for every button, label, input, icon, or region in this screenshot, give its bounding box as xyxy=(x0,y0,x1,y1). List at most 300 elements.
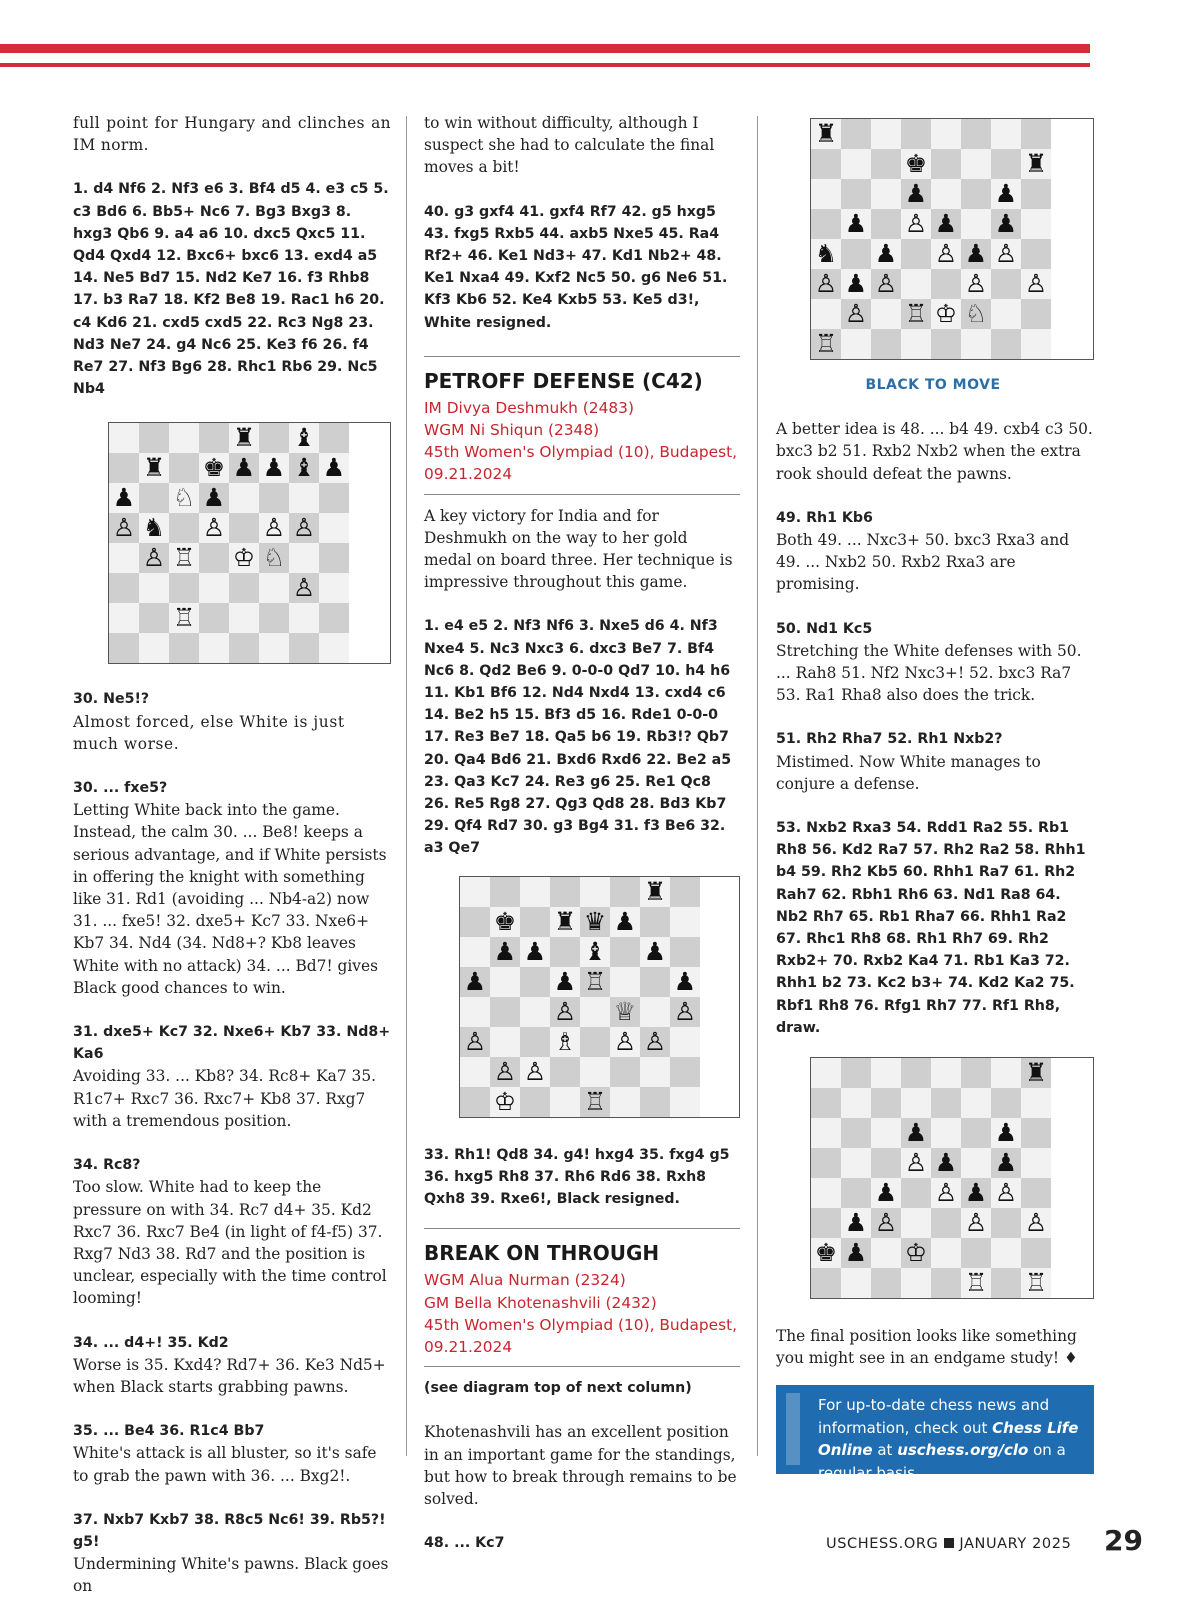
comment-49: Both 49. ... Nxc3+ 50. bxc3 Rxa3 and 49. ... Nxb2 50. Rxb2 Rxa3 are promising. xyxy=(776,531,1070,594)
board-square xyxy=(520,967,550,997)
board-square xyxy=(931,1238,961,1268)
section-divider xyxy=(424,1228,740,1229)
game2-event: 45th Women's Olympiad (10), Budapest, 09.21.2024 xyxy=(424,443,738,484)
board-square xyxy=(1021,299,1051,329)
black-rook-icon: ♜ xyxy=(811,119,841,149)
board-square xyxy=(841,1058,871,1088)
comment-51: Mistimed. Now White manages to conjure a defense. xyxy=(776,752,1041,793)
section-divider xyxy=(424,494,740,495)
black-pawn-icon: ♟ xyxy=(991,1118,1021,1148)
black-pawn-icon: ♟ xyxy=(841,1238,871,1268)
board-square xyxy=(901,269,931,299)
board-square xyxy=(991,119,1021,149)
board-square xyxy=(931,1118,961,1148)
black-pawn-icon: ♟ xyxy=(199,483,229,513)
column-divider-2 xyxy=(757,116,758,1456)
white-rook-icon: ♖ xyxy=(169,603,199,633)
board-square xyxy=(1021,119,1051,149)
board-square xyxy=(490,967,520,997)
board-square xyxy=(139,573,169,603)
board-square xyxy=(1021,329,1051,359)
game3-title: BREAK ON THROUGH xyxy=(424,1241,660,1266)
game3-intro: Khotenashvili has an excellent position in an important game for the standings, but how to break through remains to be solved. xyxy=(424,1423,737,1508)
black-pawn-icon: ♟ xyxy=(961,1178,991,1208)
white-rook-icon: ♖ xyxy=(961,1268,991,1298)
white-pawn-icon: ♙ xyxy=(1021,1208,1051,1238)
move-50: 50. Nd1 Kc5 xyxy=(776,620,873,637)
board-square xyxy=(961,1148,991,1178)
black-pawn-icon: ♟ xyxy=(550,967,580,997)
column-divider-1 xyxy=(406,116,407,1456)
section-divider xyxy=(424,356,740,357)
board-square xyxy=(1021,209,1051,239)
board-square xyxy=(670,1057,700,1087)
white-pawn-icon: ♙ xyxy=(199,513,229,543)
board-square xyxy=(520,877,550,907)
board-square xyxy=(139,483,169,513)
section-divider xyxy=(424,1366,740,1367)
board-square xyxy=(109,573,139,603)
board-square xyxy=(610,1057,640,1087)
board-square xyxy=(871,1118,901,1148)
comment-37: Undermining White's pawns. Black goes on xyxy=(73,1555,389,1596)
black-bishop-icon: ♝ xyxy=(289,453,319,483)
board-square xyxy=(139,633,169,663)
black-rook-icon: ♜ xyxy=(550,907,580,937)
board-square xyxy=(109,543,139,573)
board-square xyxy=(580,1057,610,1087)
board-square xyxy=(991,1208,1021,1238)
game3-see-diagram: (see diagram top of next column) xyxy=(424,1380,692,1397)
chess-diagram-4 xyxy=(810,1057,1094,1299)
comment-35: White's attack is all bluster, so it's safe to grab the pawn with 36. ... Bxg2!. xyxy=(73,1444,377,1485)
board-square xyxy=(991,149,1021,179)
board-square xyxy=(901,1208,931,1238)
move-35: 35. ... Be4 36. R1c4 Bb7 xyxy=(73,1423,265,1440)
board-square xyxy=(610,967,640,997)
promo-accent-bar xyxy=(786,1393,800,1465)
black-knight-icon: ♞ xyxy=(811,239,841,269)
comment-31: Avoiding 33. ... Kb8? 34. Rc8+ Ka7 35. R1c7+ Rxc7 36. Rxc7+ Kb8 37. Rxg7 with a tremendous position. xyxy=(73,1067,377,1130)
black-king-icon: ♚ xyxy=(901,149,931,179)
column-1 xyxy=(73,112,391,1620)
footer-square-icon xyxy=(944,1538,954,1548)
white-pawn-icon: ♙ xyxy=(550,997,580,1027)
board-square xyxy=(670,937,700,967)
board-square xyxy=(259,483,289,513)
column-3 xyxy=(776,118,1094,1482)
board-square xyxy=(319,573,349,603)
white-king-icon: ♔ xyxy=(490,1087,520,1117)
black-knight-icon: ♞ xyxy=(139,513,169,543)
white-pawn-icon: ♙ xyxy=(991,1178,1021,1208)
game3-event: 45th Women's Olympiad (10), Budapest, 09.21.2024 xyxy=(424,1315,738,1356)
board-square xyxy=(640,907,670,937)
black-pawn-icon: ♟ xyxy=(259,453,289,483)
board-square xyxy=(961,209,991,239)
board-square xyxy=(319,423,349,453)
board-square xyxy=(460,1057,490,1087)
white-rook-icon: ♖ xyxy=(811,329,841,359)
board-square xyxy=(901,1268,931,1298)
black-pawn-icon: ♟ xyxy=(931,1148,961,1178)
board-square xyxy=(931,329,961,359)
white-pawn-icon: ♙ xyxy=(1021,269,1051,299)
white-pawn-icon: ♙ xyxy=(811,269,841,299)
board-square xyxy=(871,179,901,209)
board-square xyxy=(991,299,1021,329)
board-square xyxy=(640,1087,670,1117)
game2-title: PETROFF DEFENSE (C42) xyxy=(424,368,703,393)
black-pawn-icon: ♟ xyxy=(229,453,259,483)
board-square xyxy=(961,329,991,359)
board-square xyxy=(610,877,640,907)
board-square xyxy=(199,543,229,573)
board-square xyxy=(811,1088,841,1118)
black-bishop-icon: ♝ xyxy=(580,937,610,967)
move-31: 31. dxe5+ Kc7 32. Nxe6+ Kb7 33. Nd8+ Ka6 xyxy=(73,1024,391,1063)
move-37: 37. Nxb7 Kxb7 38. R8c5 Nc6! 39. Rb5?! g5! xyxy=(73,1511,386,1550)
black-king-icon: ♚ xyxy=(199,453,229,483)
black-pawn-icon: ♟ xyxy=(961,239,991,269)
board-square xyxy=(811,1118,841,1148)
board-square xyxy=(520,1087,550,1117)
board-square xyxy=(1021,1178,1051,1208)
footer-issue: JANUARY 2025 xyxy=(959,1536,1072,1552)
board-square xyxy=(961,1088,991,1118)
promo-text-2: at xyxy=(872,1441,898,1460)
black-pawn-icon: ♟ xyxy=(670,967,700,997)
final-comment xyxy=(776,1325,1094,1369)
black-pawn-icon: ♟ xyxy=(841,269,871,299)
board-square xyxy=(871,329,901,359)
board-square xyxy=(109,633,139,663)
chess-diagram-1 xyxy=(108,422,391,664)
board-square xyxy=(991,1268,1021,1298)
black-king-icon: ♚ xyxy=(490,907,520,937)
board-square xyxy=(550,877,580,907)
black-pawn-icon: ♟ xyxy=(991,1148,1021,1178)
white-rook-icon: ♖ xyxy=(901,299,931,329)
board-square xyxy=(229,633,259,663)
game3-final-moves: 53. Nxb2 Rxa3 54. Rdd1 Ra2 55. Rb1 Rh8 56. Kd2 Ra7 57. Rh2 Ra2 58. Rhh1 b4 59. Rh2 Kb5 60. Rhh1 Ra7 61. Rh2 Rah7 62. Rbh1 Rh6 63. Nd1 Ra8 64. Nb2 Rh7 65. Rb1 Rha7 66. Rhh1 Ra2 67. Rhc1 Rh8 68. Rh1 Rh7 69. Rh2 Rxb2+ 70. Rxb2 Ka4 71. Rb1 Ka3 72. Rhh1 b2 73. Kc2 b3+ 74. Kd2 Ka2 75. Rbf1 Rh8 76. Rfg1 Rh7 77. Rf1 Rh8, draw. xyxy=(776,820,1086,1036)
board-square xyxy=(319,633,349,663)
board-square xyxy=(670,877,700,907)
board-square xyxy=(640,1057,670,1087)
board-square xyxy=(931,1088,961,1118)
board-square xyxy=(259,423,289,453)
white-king-icon: ♔ xyxy=(931,299,961,329)
comment-30: Almost forced, else White is just much worse. xyxy=(73,712,345,753)
white-pawn-icon: ♙ xyxy=(901,209,931,239)
white-pawn-icon: ♙ xyxy=(520,1057,550,1087)
game1-final-moves: 40. g3 gxf4 41. gxf4 Rf7 42. g5 hxg5 43. fxg5 Rxb5 44. axb5 Nxe5 45. Ra4 Rf2+ 46. Ke1 Nd3+ 47. Kd1 Nb2+ 48. Ke1 Nxa4 49. Kxf2 Nc5 50. g6 Ne6 51. Kf3 Kb6 52. Ke4 Kxb5 53. Ke5 d3!, White resigned. xyxy=(424,203,728,331)
black-pawn-icon: ♟ xyxy=(901,179,931,209)
board-square xyxy=(199,573,229,603)
white-rook-icon: ♖ xyxy=(580,967,610,997)
board-square xyxy=(961,179,991,209)
board-square xyxy=(901,1088,931,1118)
board-square xyxy=(199,603,229,633)
board-square xyxy=(811,299,841,329)
board-square xyxy=(319,513,349,543)
board-square xyxy=(901,329,931,359)
board-square xyxy=(580,877,610,907)
board-square xyxy=(460,997,490,1027)
board-square xyxy=(550,1057,580,1087)
board-square xyxy=(670,1027,700,1057)
board-square xyxy=(841,179,871,209)
footer-site: USCHESS.ORG xyxy=(826,1536,939,1552)
board-square xyxy=(871,1238,901,1268)
board-square xyxy=(109,453,139,483)
game3-white-player: WGM Alua Nurman (2324) xyxy=(424,1271,626,1290)
board-square xyxy=(640,997,670,1027)
move-49: 49. Rh1 Kb6 xyxy=(776,509,873,526)
comment-48: A better idea is 48. ... b4 49. cxb4 c3 50. bxc3 b2 51. Rxb2 Nxb2 when the extra rook should defeat the pawns. xyxy=(776,420,1093,483)
comment-30b: Letting White back into the game. Instead, the calm 30. ... Be8! keeps a serious advantage, and if White persists in offering the knight with something like 31. Rd1 (avoiding ... Nb4-a2) now 31. ... fxe5! 32. dxe5+ Kc7 33. Nxe6+ Kb7 34. Nd4 (34. Nd8+? Kb8 leaves White with no attack) 34. ... Bd7! gives Black good chances to win. xyxy=(73,801,387,997)
black-pawn-icon: ♟ xyxy=(841,209,871,239)
board-square xyxy=(1021,1088,1051,1118)
board-square xyxy=(811,1178,841,1208)
board-square xyxy=(460,1087,490,1117)
board-square xyxy=(961,1238,991,1268)
column-2 xyxy=(424,112,740,1554)
board-square xyxy=(841,119,871,149)
board-square xyxy=(199,423,229,453)
board-square xyxy=(841,1148,871,1178)
board-square xyxy=(841,1088,871,1118)
board-square xyxy=(550,1087,580,1117)
board-square xyxy=(520,997,550,1027)
board-square xyxy=(901,119,931,149)
board-square xyxy=(520,1027,550,1057)
white-pawn-icon: ♙ xyxy=(139,543,169,573)
white-pawn-icon: ♙ xyxy=(991,239,1021,269)
promo-box xyxy=(776,1385,1094,1482)
move-51: 51. Rh2 Rha7 52. Rh1 Nxb2? xyxy=(776,731,1003,748)
board-square xyxy=(991,329,1021,359)
board-square xyxy=(259,633,289,663)
game3-move-48: 48. ... Kc7 xyxy=(424,1535,505,1552)
intro-text: full point for Hungary and clinches an IM norm. xyxy=(73,114,391,155)
end-mark-icon: ♦ xyxy=(1063,1349,1078,1368)
white-king-icon: ♔ xyxy=(229,543,259,573)
black-pawn-icon: ♟ xyxy=(871,239,901,269)
board-square xyxy=(319,543,349,573)
white-pawn-icon: ♙ xyxy=(640,1027,670,1057)
board-square xyxy=(169,573,199,603)
game2-white-player: IM Divya Deshmukh (2483) xyxy=(424,398,634,417)
board-square xyxy=(109,423,139,453)
board-square xyxy=(259,603,289,633)
board-square xyxy=(550,937,580,967)
board-square xyxy=(460,937,490,967)
white-pawn-icon: ♙ xyxy=(901,1148,931,1178)
continuation-text: to win without difficulty, although I suspect she had to calculate the final moves a bit! xyxy=(424,114,715,177)
top-stripe-thick xyxy=(0,44,1090,53)
board-square xyxy=(931,119,961,149)
black-queen-icon: ♛ xyxy=(580,907,610,937)
white-knight-icon: ♘ xyxy=(259,543,289,573)
board-square xyxy=(610,937,640,967)
white-pawn-icon: ♙ xyxy=(961,269,991,299)
board-square xyxy=(1021,1238,1051,1268)
white-pawn-icon: ♙ xyxy=(289,573,319,603)
board-square xyxy=(841,239,871,269)
board-square xyxy=(931,1268,961,1298)
board-square xyxy=(991,1238,1021,1268)
board-square xyxy=(961,149,991,179)
board-square xyxy=(811,179,841,209)
board-square xyxy=(811,1058,841,1088)
board-square xyxy=(580,1027,610,1057)
white-pawn-icon: ♙ xyxy=(490,1057,520,1087)
white-pawn-icon: ♙ xyxy=(289,513,319,543)
white-knight-icon: ♘ xyxy=(961,299,991,329)
black-rook-icon: ♜ xyxy=(640,877,670,907)
board-square xyxy=(811,1268,841,1298)
board-square xyxy=(169,633,199,663)
board-square xyxy=(670,1087,700,1117)
board-square xyxy=(580,997,610,1027)
white-bishop-icon: ♗ xyxy=(550,1027,580,1057)
page-number: 29 xyxy=(1104,1524,1143,1557)
board-square xyxy=(1021,1118,1051,1148)
comment-34b: Worse is 35. Kxd4? Rd7+ 36. Ke3 Nd5+ when Black starts grabbing pawns. xyxy=(73,1355,386,1396)
board-square xyxy=(991,1058,1021,1088)
board-square xyxy=(961,1118,991,1148)
white-pawn-icon: ♙ xyxy=(670,997,700,1027)
chess-diagram-2 xyxy=(459,876,740,1118)
final-comment-text: The final position looks like something you might see in an endgame study! xyxy=(776,1327,1077,1368)
black-rook-icon: ♜ xyxy=(229,423,259,453)
board-square xyxy=(229,573,259,603)
black-pawn-icon: ♟ xyxy=(520,937,550,967)
board-square xyxy=(1021,1148,1051,1178)
chess-diagram-3 xyxy=(810,118,1094,360)
board-square xyxy=(931,1058,961,1088)
board-square xyxy=(109,603,139,633)
board-square xyxy=(841,1178,871,1208)
board-square xyxy=(871,149,901,179)
black-pawn-icon: ♟ xyxy=(931,209,961,239)
white-pawn-icon: ♙ xyxy=(460,1027,490,1057)
board-square xyxy=(1021,239,1051,269)
board-square xyxy=(991,269,1021,299)
board-square xyxy=(610,1087,640,1117)
board-square xyxy=(811,149,841,179)
board-square xyxy=(319,603,349,633)
board-square xyxy=(199,633,229,663)
board-square xyxy=(460,877,490,907)
comment-50: Stretching the White defenses with 50. ... Rah8 51. Nf2 Nxc3+! 52. bxc3 Ra7 53. Ra1 Rha8 also does the trick. xyxy=(776,641,1082,705)
white-rook-icon: ♖ xyxy=(1021,1268,1051,1298)
white-pawn-icon: ♙ xyxy=(871,1208,901,1238)
white-pawn-icon: ♙ xyxy=(961,1208,991,1238)
board-square xyxy=(139,603,169,633)
board-square xyxy=(811,209,841,239)
move-34b: 34. ... d4+! 35. Kd2 xyxy=(73,1334,229,1351)
game3-black-player: GM Bella Khotenashvili (2432) xyxy=(424,1293,657,1312)
board-square xyxy=(259,573,289,603)
black-pawn-icon: ♟ xyxy=(991,179,1021,209)
game2-intro: A key victory for India and for Deshmukh on the way to her gold medal on board three. Her technique is impressive throughout this game. xyxy=(424,506,733,592)
white-knight-icon: ♘ xyxy=(169,483,199,513)
board-square xyxy=(841,149,871,179)
game2-moves: 1. e4 e5 2. Nf3 Nf6 3. Nxe5 d6 4. Nf3 Nxe4 5. Nc3 Nxc3 6. dxc3 Be7 7. Bf4 Nc6 8. Qd2 Be6 9. 0-0-0 Qd7 10. h4 h6 11. Kb1 Bf6 12. Nd4 Nxd4 13. cxd4 c6 14. Be2 h5 15. Bf3 d5 16. Rde1 0-0-0 17. Re3 Be7 18. Qa5 b6 19. Rb3!? Qb7 20. Qa4 Bd6 21. Bxd6 Rxd6 22. Be2 a5 23. Qa3 Kc7 24. Re3 g6 25. Re1 Qc8 26. Re5 Rg8 27. Qg3 Qd8 28. Bd3 Kb7 29. Qf4 Rd7 30. g3 Bg4 31. f3 Be6 32. a3 Qe7 xyxy=(424,618,732,857)
board-square xyxy=(991,1088,1021,1118)
board-square xyxy=(811,1208,841,1238)
white-pawn-icon: ♙ xyxy=(931,1178,961,1208)
board-square xyxy=(841,329,871,359)
black-king-icon: ♚ xyxy=(811,1238,841,1268)
board-square xyxy=(169,513,199,543)
board-square xyxy=(871,1058,901,1088)
board-square xyxy=(1021,179,1051,209)
black-bishop-icon: ♝ xyxy=(289,423,319,453)
promo-text-1: For up-to-date chess news and information, check out xyxy=(818,1396,1050,1437)
board-square xyxy=(490,997,520,1027)
move-30: 30. Ne5!? xyxy=(73,691,150,708)
board-square xyxy=(670,907,700,937)
board-square xyxy=(901,1058,931,1088)
move-30b: 30. ... fxe5? xyxy=(73,780,168,797)
board-square xyxy=(931,1208,961,1238)
board-square xyxy=(520,907,550,937)
board-square xyxy=(229,483,259,513)
white-pawn-icon: ♙ xyxy=(871,269,901,299)
black-pawn-icon: ♟ xyxy=(109,483,139,513)
board-square xyxy=(961,1058,991,1088)
black-pawn-icon: ♟ xyxy=(991,209,1021,239)
white-pawn-icon: ♙ xyxy=(931,239,961,269)
white-queen-icon: ♕ xyxy=(610,997,640,1027)
board-square xyxy=(490,1027,520,1057)
promo-link[interactable]: uschess.org/clo xyxy=(897,1441,1029,1460)
black-pawn-icon: ♟ xyxy=(610,907,640,937)
board-square xyxy=(640,967,670,997)
game1-moves: 1. d4 Nf6 2. Nf3 e6 3. Bf4 d5 4. e3 c5 5. c3 Bd6 6. Bb5+ Nc6 7. Bg3 Bxg3 8. hxg3 Qb6 9. a4 a6 10. dxc5 Qxc5 11. Qd4 Qxd4 12. Bxc6+ bxc6 13. exd4 a5 14. Ne5 Bd7 15. Nd2 Ke7 16. f3 Rhb8 17. b3 Ra7 18. Kf2 Be8 19. Rac1 h6 20. c4 Kd6 21. cxd5 cxd5 22. Rc3 Ng8 23. Nd3 Ne7 24. g4 Nc6 25. Ke3 f6 26. f4 Re7 27. Nf3 Bg6 28. Rhc1 Rb6 29. Nc5 Nb4 xyxy=(73,181,389,398)
board-square xyxy=(931,149,961,179)
white-pawn-icon: ♙ xyxy=(841,299,871,329)
board-square xyxy=(871,119,901,149)
black-rook-icon: ♜ xyxy=(1021,1058,1051,1088)
game2-black-player: WGM Ni Shiqun (2348) xyxy=(424,421,600,440)
white-pawn-icon: ♙ xyxy=(610,1027,640,1057)
board-square xyxy=(811,1148,841,1178)
board-square xyxy=(931,269,961,299)
black-pawn-icon: ♟ xyxy=(640,937,670,967)
board-square xyxy=(289,603,319,633)
board-square xyxy=(490,877,520,907)
black-pawn-icon: ♟ xyxy=(841,1208,871,1238)
board-square xyxy=(901,1178,931,1208)
white-pawn-icon: ♙ xyxy=(109,513,139,543)
board-square xyxy=(841,1118,871,1148)
board-square xyxy=(289,633,319,663)
board-square xyxy=(289,543,319,573)
black-pawn-icon: ♟ xyxy=(871,1178,901,1208)
black-rook-icon: ♜ xyxy=(139,453,169,483)
move-34: 34. Rc8? xyxy=(73,1157,141,1174)
black-pawn-icon: ♟ xyxy=(319,453,349,483)
board-square xyxy=(319,483,349,513)
top-stripe-thin xyxy=(0,63,1090,67)
game2-end: 33. Rh1! Qd8 34. g4! hxg4 35. fxg4 g5 36. hxg5 Rh8 37. Rh6 Rd6 38. Rxh8 Qxh8 39. Rxe6!, Black resigned. xyxy=(424,1146,730,1208)
promo-text-3: on a regular basis. xyxy=(818,1441,1066,1482)
black-pawn-icon: ♟ xyxy=(901,1118,931,1148)
